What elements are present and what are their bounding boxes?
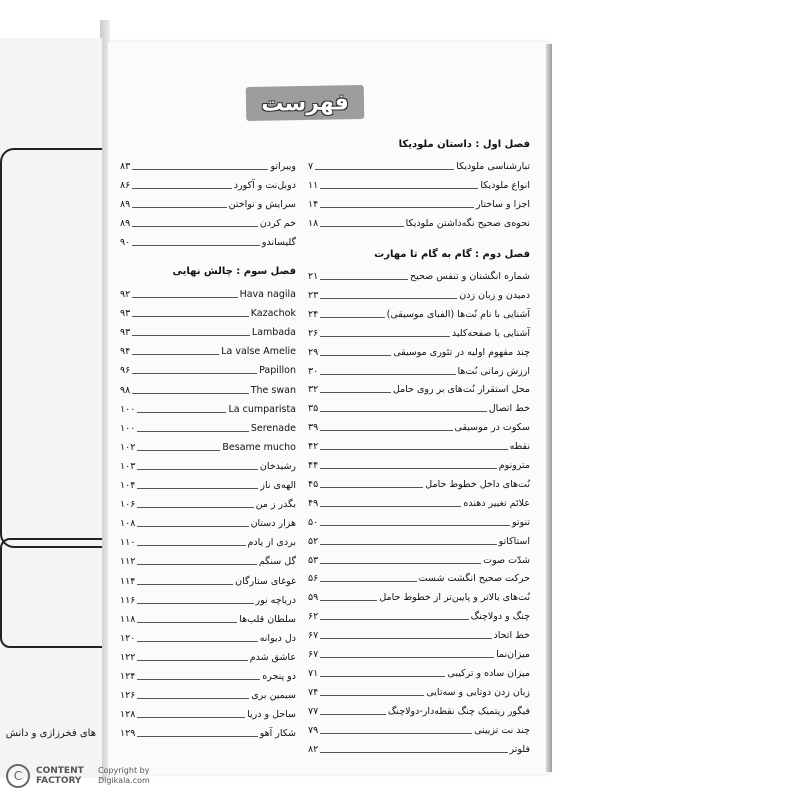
toc-entry [120, 493, 296, 511]
cip-line [0, 208, 103, 224]
toc-entry-title: رشیدخان [259, 460, 296, 472]
toc-entry [120, 340, 296, 358]
toc-entry [120, 398, 296, 416]
toc-entry-title: فیگور ریتمیک چنگ نقطه‌دار-دولاچنگ [387, 705, 530, 717]
leader-line [137, 507, 253, 508]
toc-entry-page: ۸۹ [120, 218, 131, 229]
leader-line [320, 355, 391, 356]
toc-entry-page: ۹۳ [120, 308, 131, 320]
toc-entry [308, 624, 530, 642]
toc-entry-title: سلطان قلب‌ها [239, 613, 296, 625]
toc-entry-page: ۱۰۳ [120, 460, 136, 472]
toc-entry-title: Hava nagila [239, 289, 296, 300]
toc-entry-title: نقطه [509, 441, 530, 453]
toc-entry [120, 155, 296, 173]
leader-line [132, 316, 249, 317]
toc-entry-title: انواع ملودیکا [480, 180, 530, 191]
leader-line [320, 619, 468, 620]
toc-entry [308, 322, 530, 340]
leader-line [137, 679, 260, 680]
toc-entry-title: خط اتصال [488, 403, 530, 415]
toc-entry [308, 530, 530, 548]
toc-entry-page: ۵۳ [308, 554, 319, 566]
toc-entry [308, 155, 530, 173]
leader-line [315, 169, 454, 170]
leader-line [320, 487, 423, 488]
toc-entry-title: چند مفهوم اولیه در تئوری موسیقی [393, 346, 530, 358]
leader-line [320, 207, 474, 208]
leader-line [320, 317, 384, 318]
toc-entry [308, 738, 530, 756]
toc-entry-page: ۶۷ [308, 649, 319, 660]
toc-entry-page: ۱۲۶ [120, 690, 136, 702]
toc-entry-title: حرکت صحیح انگشت شست [418, 573, 530, 585]
leader-line [137, 698, 249, 699]
cip-line [0, 328, 103, 344]
cip-line [0, 304, 103, 320]
toc-entry-title: سیمین بری [251, 690, 296, 702]
toc-entry-title: مترونوم [498, 460, 530, 471]
leader-line [320, 657, 494, 658]
toc-entry [120, 722, 296, 740]
toc-entry [308, 303, 530, 321]
bottom-text: های فخرزازی و دانش [5, 728, 96, 739]
toc-entry-page: ۱۱۸ [120, 613, 136, 625]
toc-entry-page: ۱۲۰ [120, 632, 136, 644]
toc-entry [120, 703, 296, 721]
toc-entry-title: ویبراتو [270, 161, 296, 172]
toc-entry-title: عاشق شدم [249, 651, 296, 663]
toc-entry [308, 265, 530, 283]
leader-line [132, 169, 268, 170]
toc-entry [308, 416, 530, 434]
cip-line [0, 520, 103, 536]
toc-entry [308, 174, 530, 192]
page-title: فهرست [246, 85, 365, 121]
toc-entry-page: ۴۲ [308, 441, 319, 453]
toc-entry-title: اجزا و ساختار [475, 199, 530, 210]
toc-entry-title: چنگ و دولاچنگ [470, 611, 530, 623]
toc-entry-page: ۷۴ [308, 686, 319, 698]
toc-entry-page: ۹۰ [120, 237, 131, 248]
toc-entry [308, 360, 530, 378]
credit-line [0, 578, 103, 594]
credit-line [0, 558, 103, 574]
toc-entry-page: ۶۷ [308, 630, 319, 642]
cip-line [0, 280, 103, 296]
toc-entry-title: گل سنگم [258, 556, 296, 568]
section-heading: فصل سوم : چالش نهایی [172, 266, 296, 277]
toc-entry [308, 662, 530, 680]
leader-line [320, 336, 450, 337]
toc-entry-title: زبان زدن دوتایی و سه‌تایی [426, 686, 530, 698]
toc-entry-title: تنوتو [512, 516, 530, 528]
toc-entry-title: La valse Amelie [221, 346, 296, 358]
toc-entry-title: ارزش زمانی نُت‌ها [457, 365, 530, 377]
leader-line [320, 449, 507, 450]
toc-entry-page: ۷۱ [308, 667, 319, 679]
section-heading: فصل دوم : گام به گام تا مهارت [374, 249, 530, 260]
toc-entry-page: ۱۱۰ [120, 537, 136, 549]
leader-line [132, 188, 232, 189]
leader-line [137, 603, 253, 604]
toc-entry-page: ۹۳ [120, 327, 131, 339]
right-page [108, 42, 548, 774]
toc-entry-page: ۱۸ [308, 218, 319, 229]
toc-entry-page: ۹۴ [120, 346, 131, 358]
leader-line [137, 660, 247, 661]
toc-entry-title: تبارشناسی ملودیکا [456, 161, 530, 172]
toc-entry-title: میزان‌نما [496, 649, 530, 660]
toc-entry-title: شکار آهو [259, 728, 296, 740]
toc-entry-page: ۵۰ [308, 516, 319, 528]
toc-entry-title: آشنایی با صفحه‌کلید [451, 327, 530, 339]
leader-line [320, 374, 455, 375]
toc-entry-title: سرایش و نواختن [228, 199, 296, 210]
toc-entry-title: بردی از یادم [247, 537, 296, 549]
leader-line [320, 563, 481, 564]
leader-line [137, 584, 233, 585]
cip-line [0, 352, 103, 368]
toc-entry-page: ۱۰۲ [120, 441, 136, 453]
toc-entry [308, 492, 530, 510]
toc-entry-title: دو پنجره [262, 671, 296, 682]
toc-entry [120, 212, 296, 230]
leader-line [132, 354, 219, 355]
toc-entry-title: آشنایی با نام نُت‌ها (الفبای موسیقی) [386, 308, 530, 320]
toc-entry-page: ۱۱۲ [120, 556, 136, 568]
toc-entry-page: ۲۶ [308, 327, 319, 339]
leader-line [132, 335, 250, 336]
toc-entry-page: ۱۰۴ [120, 480, 136, 491]
credits-box [0, 538, 103, 648]
toc-entry-page: ۴۹ [308, 497, 319, 509]
leader-line [137, 450, 220, 451]
toc-entry [120, 455, 296, 473]
toc-entry [308, 643, 530, 661]
toc-entry-page: ۱۲۲ [120, 651, 136, 663]
toc-entry-page: ۱۱۶ [120, 594, 136, 606]
toc-entry-title: نُت‌های بالاتر و پایین‌تر از خطوط حامل [379, 592, 530, 604]
toc-entry-page: ۴۵ [308, 478, 319, 490]
toc-entry-title: نحوه‌ی صحیح نگه‌داشتن ملودیکا [405, 218, 530, 229]
leader-line [137, 526, 248, 527]
leader-line [132, 207, 226, 208]
toc-entry-page: ۱۴ [308, 199, 319, 210]
content-factory-logo-icon: C [6, 764, 30, 788]
toc-entry-page: ۱۱۴ [120, 575, 136, 587]
leader-line [320, 411, 487, 412]
toc-entry-title: Kazachok [250, 308, 296, 320]
toc-entry-page: ۶۲ [308, 611, 319, 623]
toc-entry-page: ۵۶ [308, 573, 319, 585]
watermark [6, 758, 206, 794]
toc-entry [308, 378, 530, 396]
toc-entry [308, 719, 530, 737]
leader-line [320, 581, 416, 582]
toc-entry-title: The swan [250, 384, 296, 396]
toc-entry-title: علائم تغییر دهنده [463, 497, 530, 509]
toc-entry-page: ۲۹ [308, 346, 319, 358]
leader-line [137, 545, 245, 546]
cip-line [0, 472, 103, 488]
leader-line [137, 717, 245, 718]
toc-entry-page: ۷۹ [308, 724, 319, 736]
leader-line [137, 564, 257, 565]
toc-entry-page: ۸۶ [120, 180, 131, 191]
cip-line [0, 184, 103, 200]
leader-line [320, 733, 472, 734]
toc-entry [120, 570, 296, 588]
toc-entry [120, 436, 296, 454]
toc-entry-page: ۲۱ [308, 271, 319, 282]
toc-entry-page: ۱۲۸ [120, 709, 136, 721]
cip-line [0, 496, 103, 512]
toc-entry-page: ۹۸ [120, 384, 131, 396]
toc-entry [120, 417, 296, 435]
cip-line [0, 232, 103, 248]
toc-entry [308, 586, 530, 604]
watermark-copyright: Copyright by Digikala.com [98, 766, 150, 785]
toc-entry [120, 283, 296, 301]
toc-entry [120, 531, 296, 549]
leader-line [137, 469, 258, 470]
toc-entry [120, 608, 296, 626]
toc-entry-title: بگذر ز من [255, 499, 296, 511]
toc-entry [308, 341, 530, 359]
toc-entry-title: خم کردن [259, 218, 296, 229]
leader-line [132, 297, 237, 298]
leader-line [320, 226, 403, 227]
cip-line [0, 400, 103, 416]
toc-entry [120, 684, 296, 702]
toc-entry [120, 379, 296, 397]
leader-line [320, 752, 507, 753]
page-edge [546, 44, 552, 772]
toc-entry [120, 474, 296, 492]
leader-line [132, 226, 258, 227]
leader-line [137, 412, 226, 413]
toc-entry-title: ساحل و دریا [247, 709, 296, 721]
toc-entry-title: الهه‌ی ناز [260, 480, 296, 491]
toc-entry-title: هزار دستان [250, 518, 296, 530]
toc-entry-title: سکوت در موسیقی [454, 422, 530, 434]
toc-entry-title: Papillon [259, 365, 296, 377]
leader-line [137, 488, 258, 489]
toc-entry-title: محل استقرار نُت‌های بر روی حامل [392, 384, 530, 396]
toc-entry-title: دریاچه نور [255, 594, 296, 606]
toc-entry [308, 681, 530, 699]
toc-entry-page: ۸۳ [120, 161, 131, 172]
leader-line [320, 600, 377, 601]
leader-line [320, 638, 491, 639]
leader-line [137, 641, 257, 642]
toc-entry [308, 284, 530, 302]
toc-entry [120, 193, 296, 211]
cip-line [0, 376, 103, 392]
toc-entry-page: ۱۰۶ [120, 499, 136, 511]
leader-line [137, 431, 249, 432]
leader-line [320, 279, 408, 280]
leader-line [320, 695, 424, 696]
credit-line [0, 618, 103, 634]
toc-entry-page: ۳۵ [308, 403, 319, 415]
credit-line [0, 598, 103, 614]
toc-entry [120, 589, 296, 607]
toc-entry-title: دوبل‌نت و آکورد [233, 180, 296, 191]
toc-entry [308, 605, 530, 623]
toc-entry-page: ۷۷ [308, 705, 319, 717]
toc-entry [308, 454, 530, 472]
toc-entry-page: ۱۰۰ [120, 422, 136, 434]
toc-entry-title: غوغای ستارگان [235, 575, 296, 587]
toc-entry-page: ۵۲ [308, 535, 319, 547]
toc-entry-page: ۹۶ [120, 365, 131, 377]
toc-entry-page: ۱۰۸ [120, 518, 136, 530]
watermark-brand: CONTENT FACTORY [36, 766, 84, 786]
leader-line [320, 430, 452, 431]
toc-entry-page: ۸۹ [120, 199, 131, 210]
toc-entry-page: ۱۲۹ [120, 728, 136, 740]
leader-line [320, 468, 497, 469]
toc-entry [308, 397, 530, 415]
toc-entry-title: استاکاتو [498, 535, 530, 547]
toc-entry-title: Serenade [250, 422, 296, 434]
toc-entry [308, 193, 530, 211]
toc-entry-page: ۴۴ [308, 460, 319, 471]
cip-box [0, 148, 103, 548]
toc-entry-page: ۵۹ [308, 592, 319, 604]
toc-entry [120, 627, 296, 645]
cip-line [0, 256, 103, 272]
cip-line [0, 424, 103, 440]
toc-entry [120, 550, 296, 568]
toc-entry-page: ۹۲ [120, 289, 131, 300]
toc-entry-title: شدّت صوت [483, 554, 530, 566]
toc-entry [120, 174, 296, 192]
toc-entry-page: ۸۲ [308, 743, 319, 755]
toc-entry-title: Lambada [251, 327, 296, 339]
leader-line [132, 245, 260, 246]
toc-entry [120, 302, 296, 320]
toc-entry-title: شماره انگشتان و تنفس صحیح [410, 271, 530, 282]
toc-entry-title: گلیساندو [261, 237, 296, 248]
toc-entry-page: ۱۱ [308, 180, 319, 191]
toc-entry [120, 359, 296, 377]
leader-line [132, 393, 249, 394]
toc-entry [308, 435, 530, 453]
leader-line [320, 188, 478, 189]
toc-entry-page: ۱۲۴ [120, 671, 136, 682]
toc-entry-title: دمیدن و زبان زدن [459, 289, 530, 301]
toc-entry [308, 212, 530, 230]
toc-entry-page: ۲۴ [308, 308, 319, 320]
toc-entry-title: فلوتر [509, 743, 530, 755]
toc-entry-title: Besame mucho [222, 441, 296, 453]
toc-entry [120, 321, 296, 339]
leader-line [137, 736, 257, 737]
toc-entry-title: نُت‌های داخل خطوط حامل [425, 478, 530, 490]
toc-entry-page: ۷ [308, 161, 314, 172]
cip-line [0, 448, 103, 464]
leader-line [320, 525, 510, 526]
toc-entry-page: ۲۳ [308, 289, 319, 301]
toc-entry-page: ۳۹ [308, 422, 319, 434]
toc-entry [308, 700, 530, 718]
toc-entry-page: ۱۰۰ [120, 403, 136, 415]
toc-entry-title: خط اتحاد [493, 630, 530, 642]
toc-entry-page: ۳۲ [308, 384, 319, 396]
toc-entry-title: میزان ساده و ترکیبی [447, 667, 530, 679]
toc-entry-title: دل دیوانه [259, 632, 296, 644]
leader-line [137, 622, 237, 623]
toc-entry [120, 646, 296, 664]
toc-entry [308, 473, 530, 491]
section-heading: فصل اول : داستان ملودیکا [398, 139, 530, 150]
leader-line [132, 373, 257, 374]
leader-line [320, 676, 445, 677]
toc-entry [120, 231, 296, 249]
leader-line [320, 714, 386, 715]
toc-entry-page: ۳۰ [308, 365, 319, 377]
toc-entry [120, 665, 296, 683]
toc-entry [308, 511, 530, 529]
toc-entry-title: چند نت تزیینی [474, 724, 530, 736]
toc-entry [308, 567, 530, 585]
toc-entry-title: La cumparista [228, 403, 296, 415]
leader-line [320, 392, 391, 393]
leader-line [320, 506, 461, 507]
toc-entry [120, 512, 296, 530]
leader-line [320, 544, 496, 545]
left-page [0, 38, 103, 778]
toc-entry [308, 549, 530, 567]
leader-line [320, 298, 457, 299]
